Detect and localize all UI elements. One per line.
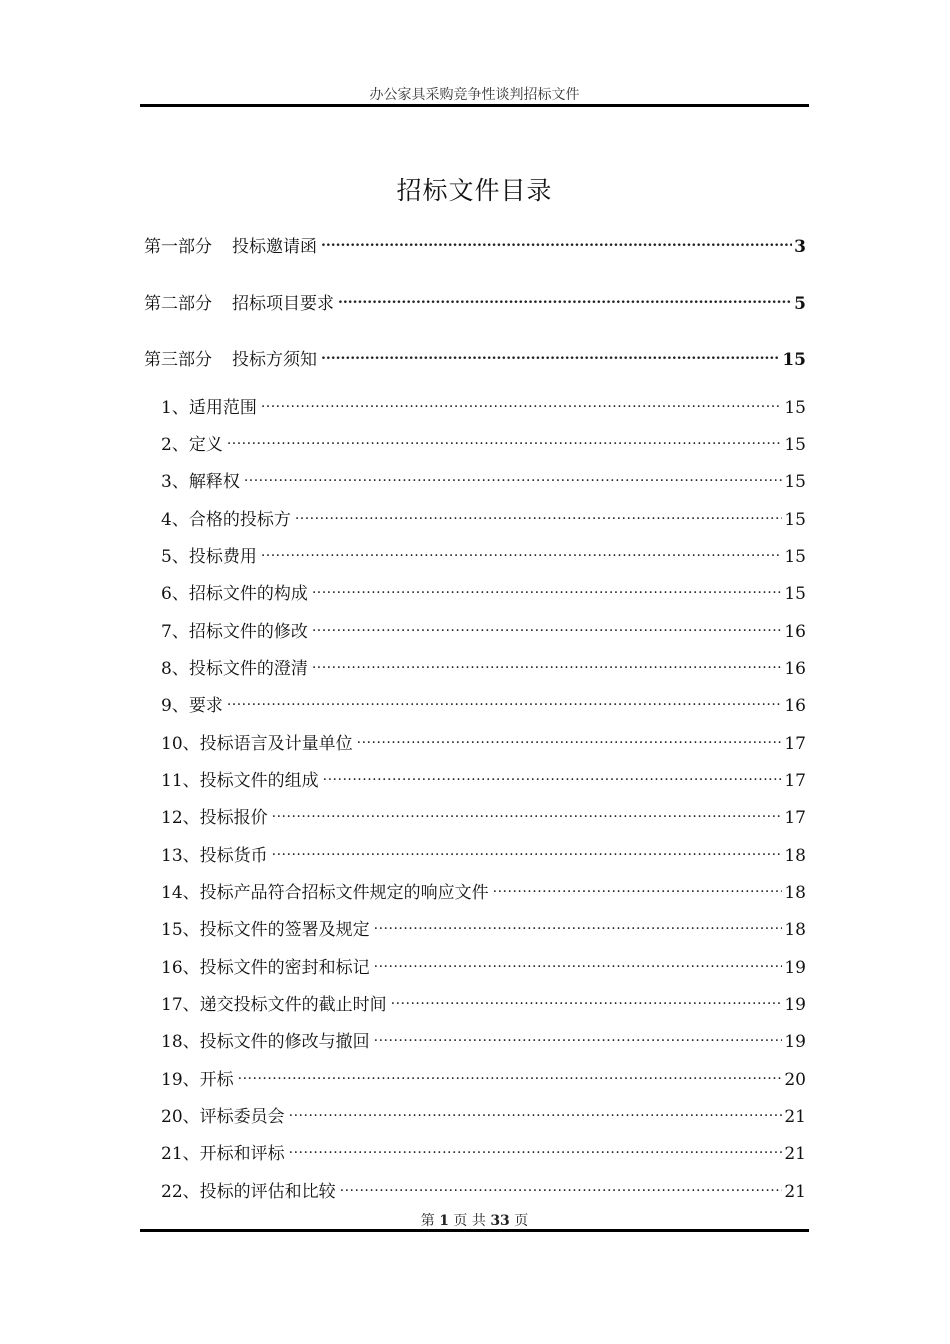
toc-item-label: 15、投标文件的签署及规定 xyxy=(161,920,370,940)
toc-dot-leader xyxy=(295,507,783,525)
toc-item-label: 2、定义 xyxy=(161,435,223,455)
toc-item[interactable] xyxy=(161,843,806,868)
footer-prefix: 第 xyxy=(420,1213,435,1229)
toc-item[interactable] xyxy=(161,395,806,420)
toc-item-label: 5、投标费用 xyxy=(161,547,257,567)
toc-item-label: 10、投标语言及计量单位 xyxy=(161,734,353,754)
toc-item[interactable] xyxy=(161,768,806,793)
document-title: 招标文件目录 xyxy=(396,176,553,205)
toc-item-label: 16、投标文件的密封和标记 xyxy=(161,958,370,978)
toc-page-number: 15 xyxy=(784,584,806,604)
toc-page-number: 15 xyxy=(784,547,806,567)
toc-dot-leader xyxy=(261,395,783,413)
toc-page-number: 19 xyxy=(784,958,806,978)
toc-item[interactable] xyxy=(161,731,806,756)
toc-dot-leader xyxy=(340,1179,783,1197)
page-footer xyxy=(140,1212,809,1230)
toc-page-number: 16 xyxy=(784,696,806,716)
toc-item[interactable] xyxy=(161,917,806,942)
toc-page-number: 15 xyxy=(784,510,806,530)
toc-item[interactable] xyxy=(161,955,806,980)
toc-page-number: 21 xyxy=(784,1182,806,1202)
toc-item-label: 17、递交投标文件的截止时间 xyxy=(161,995,387,1015)
toc-item-label: 6、招标文件的构成 xyxy=(161,584,308,604)
toc-item[interactable] xyxy=(161,1104,806,1129)
toc-dot-leader xyxy=(338,291,792,309)
toc-dot-leader xyxy=(227,693,783,711)
toc-item-label: 8、投标文件的澄清 xyxy=(161,659,308,679)
toc-page-number: 15 xyxy=(782,350,806,370)
toc-item-label: 18、投标文件的修改与撤回 xyxy=(161,1032,370,1052)
toc-part-number: 第三部分 xyxy=(144,350,212,370)
toc-dot-leader xyxy=(312,581,783,599)
toc-item[interactable] xyxy=(161,507,806,532)
toc-part-label: 招标项目要求 xyxy=(232,294,334,314)
toc-item-label: 3、解释权 xyxy=(161,472,240,492)
toc-page-number: 18 xyxy=(784,883,806,903)
toc-page-number: 15 xyxy=(784,472,806,492)
toc-dot-leader xyxy=(374,1029,783,1047)
toc-part-1[interactable] xyxy=(144,234,806,259)
toc-dot-leader xyxy=(272,805,783,823)
toc-page-number: 3 xyxy=(794,237,806,257)
toc-dot-leader xyxy=(321,234,792,252)
toc-page-number: 20 xyxy=(784,1070,806,1090)
toc-page-number: 18 xyxy=(784,846,806,866)
toc-item-label: 1、适用范围 xyxy=(161,398,257,418)
toc-item-label: 11、投标文件的组成 xyxy=(161,771,319,791)
toc-part-3[interactable] xyxy=(144,347,806,372)
toc-item-label: 19、开标 xyxy=(161,1070,234,1090)
toc-item[interactable] xyxy=(161,1029,806,1054)
toc-part-number: 第一部分 xyxy=(144,237,212,257)
toc-page-number: 16 xyxy=(784,622,806,642)
toc-item-label: 12、投标报价 xyxy=(161,808,268,828)
toc-dot-leader xyxy=(238,1067,783,1085)
toc-item[interactable] xyxy=(161,1179,806,1204)
toc-item[interactable] xyxy=(161,1141,806,1166)
toc-page-number: 19 xyxy=(784,995,806,1015)
toc-dot-leader xyxy=(289,1141,783,1159)
toc-item[interactable] xyxy=(161,469,806,494)
toc-dot-leader xyxy=(244,469,783,487)
toc-dot-leader xyxy=(493,880,783,898)
toc-part-2[interactable] xyxy=(144,291,806,316)
toc-item[interactable] xyxy=(161,805,806,830)
toc-page-number: 17 xyxy=(784,808,806,828)
toc-item-label: 13、投标货币 xyxy=(161,846,268,866)
toc-dot-leader xyxy=(312,656,783,674)
toc-part-label: 投标方须知 xyxy=(232,350,317,370)
toc-dot-leader xyxy=(374,917,783,935)
toc-dot-leader xyxy=(227,432,783,450)
toc-item[interactable] xyxy=(161,656,806,681)
toc-dot-leader xyxy=(289,1104,783,1122)
toc-item-label: 9、要求 xyxy=(161,696,223,716)
toc-dot-leader xyxy=(261,544,783,562)
toc-page-number: 21 xyxy=(784,1107,806,1127)
toc-item-label: 20、评标委员会 xyxy=(161,1107,285,1127)
toc-page-number: 5 xyxy=(794,294,806,314)
toc-dot-leader xyxy=(323,768,783,786)
toc-item-label: 14、投标产品符合招标文件规定的响应文件 xyxy=(161,883,489,903)
toc-dot-leader xyxy=(391,992,783,1010)
toc-item-label: 4、合格的投标方 xyxy=(161,510,291,530)
toc-item[interactable] xyxy=(161,544,806,569)
toc-page-number: 15 xyxy=(784,435,806,455)
footer-middle: 页 共 xyxy=(453,1213,486,1229)
toc-item[interactable] xyxy=(161,619,806,644)
toc-dot-leader xyxy=(357,731,783,749)
toc-page-number: 17 xyxy=(784,734,806,754)
toc-page-number: 16 xyxy=(784,659,806,679)
toc-dot-leader xyxy=(321,347,780,365)
toc-page-number: 15 xyxy=(784,398,806,418)
toc-page-number: 19 xyxy=(784,1032,806,1052)
toc-page-number: 18 xyxy=(784,920,806,940)
toc-dot-leader xyxy=(374,955,783,973)
page-header: 办公家具采购竞争性谈判招标文件 xyxy=(369,87,580,103)
toc-dot-leader xyxy=(312,619,783,637)
toc-page-number: 17 xyxy=(784,771,806,791)
footer-current-page: 1 xyxy=(439,1213,449,1229)
toc-part-number: 第二部分 xyxy=(144,294,212,314)
footer-total-pages: 33 xyxy=(490,1213,510,1229)
footer-suffix: 页 xyxy=(514,1213,529,1229)
footer-rule xyxy=(140,1229,809,1232)
toc-item-label: 21、开标和评标 xyxy=(161,1144,285,1164)
toc-item[interactable] xyxy=(161,581,806,606)
toc-item-label: 22、投标的评估和比较 xyxy=(161,1182,336,1202)
toc-part-label: 投标邀请函 xyxy=(232,237,317,257)
toc-item[interactable] xyxy=(161,880,806,905)
header-rule xyxy=(140,104,809,107)
toc-page-number: 21 xyxy=(784,1144,806,1164)
toc-item[interactable] xyxy=(161,992,806,1017)
toc-item[interactable] xyxy=(161,693,806,718)
toc-item-label: 7、招标文件的修改 xyxy=(161,622,308,642)
toc-item[interactable] xyxy=(161,1067,806,1092)
toc-item[interactable] xyxy=(161,432,806,457)
toc-dot-leader xyxy=(272,843,783,861)
